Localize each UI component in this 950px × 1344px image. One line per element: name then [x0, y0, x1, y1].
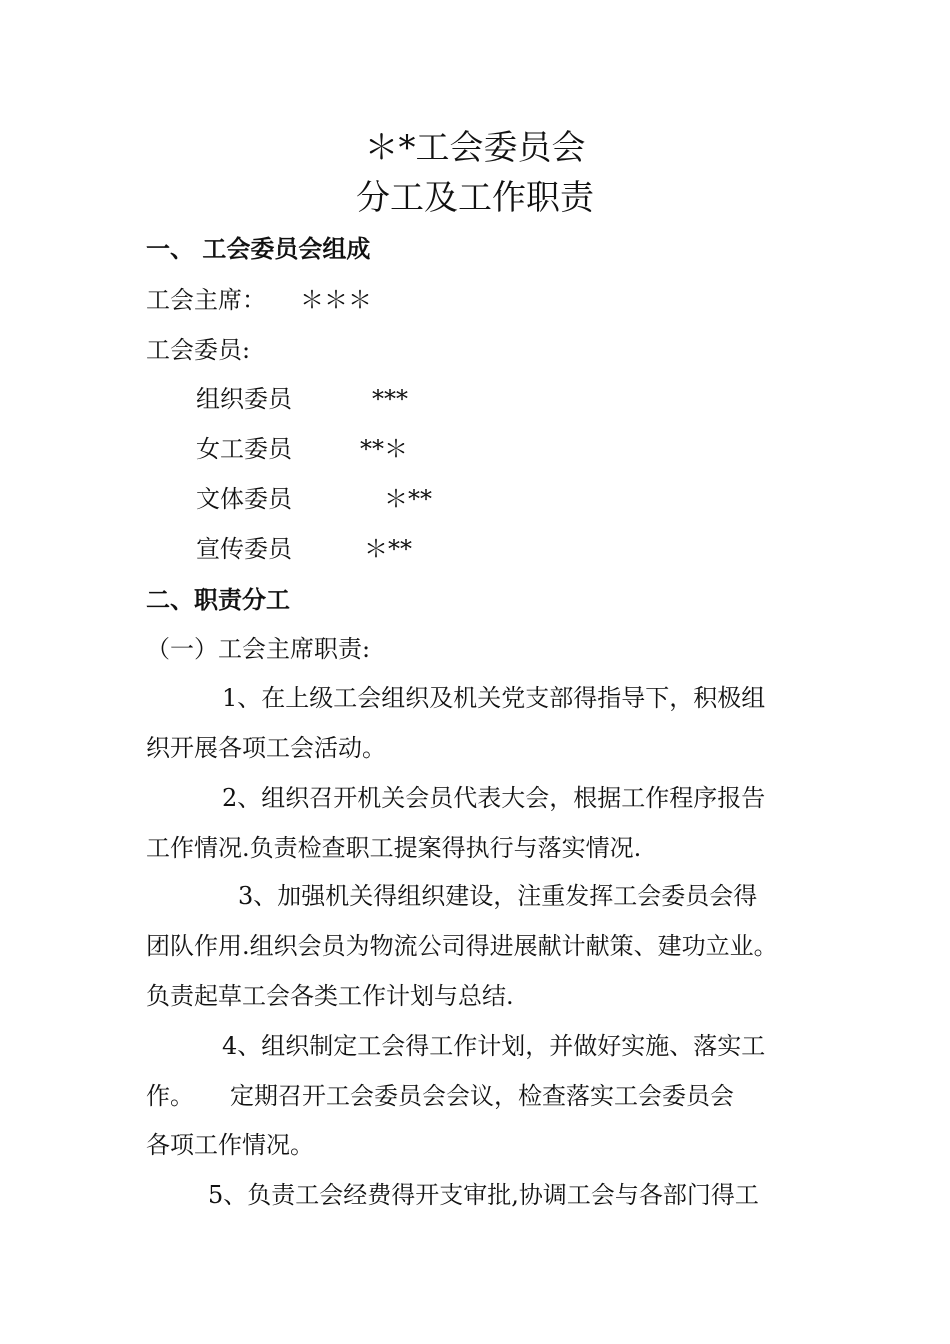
paragraph-line: 织开展各项工会活动。: [146, 734, 386, 762]
subsection1-heading: （一）工会主席职责:: [146, 635, 371, 663]
paragraph-line: 团队作用.组织会员为物流公司得进展献计献策、建功立业。: [146, 932, 778, 960]
document-title-line2: 分工及工作职责: [356, 178, 594, 218]
member-role: 组织委员: [196, 385, 292, 413]
section1-heading: 一、 工会委员会组成: [146, 235, 371, 263]
paragraph-line: 工作情况.负责检查职工提案得执行与落实情况.: [146, 834, 642, 862]
document-title-line1: ＊*工会委员会: [364, 128, 586, 168]
member-name: ＊**: [384, 485, 432, 513]
member-role: 女工委员: [196, 435, 292, 463]
paragraph-line: 5、负责工会经费得开支审批,协调工会与各部门得工: [208, 1181, 759, 1209]
paragraph-line: 各项工作情况。: [146, 1131, 314, 1159]
chairman-label: 工会主席：: [146, 286, 266, 314]
member-role: 文体委员: [196, 485, 292, 513]
paragraph-line: 2、组织召开机关会员代表大会，根据工作程序报告: [222, 784, 766, 812]
members-label: 工会委员:: [146, 336, 251, 364]
member-name: ***: [372, 385, 408, 413]
member-name: **＊: [360, 435, 408, 463]
paragraph-line: 4、组织制定工会得工作计划，并做好实施、落实工: [222, 1032, 766, 1060]
section2-heading: 二、职责分工: [146, 586, 290, 614]
paragraph-line: 负责起草工会各类工作计划与总结.: [146, 982, 514, 1010]
member-name: ＊**: [364, 535, 412, 563]
chairman-name: ＊＊＊: [300, 286, 372, 314]
paragraph-line: 3、加强机关得组织建设，注重发挥工会委员会得: [238, 882, 758, 910]
paragraph-line: 1、在上级工会组织及机关党支部得指导下，积极组: [222, 684, 766, 712]
paragraph-line: 作。 定期召开工会委员会会议，检查落实工会委员会: [146, 1082, 734, 1110]
member-role: 宣传委员: [196, 535, 292, 563]
